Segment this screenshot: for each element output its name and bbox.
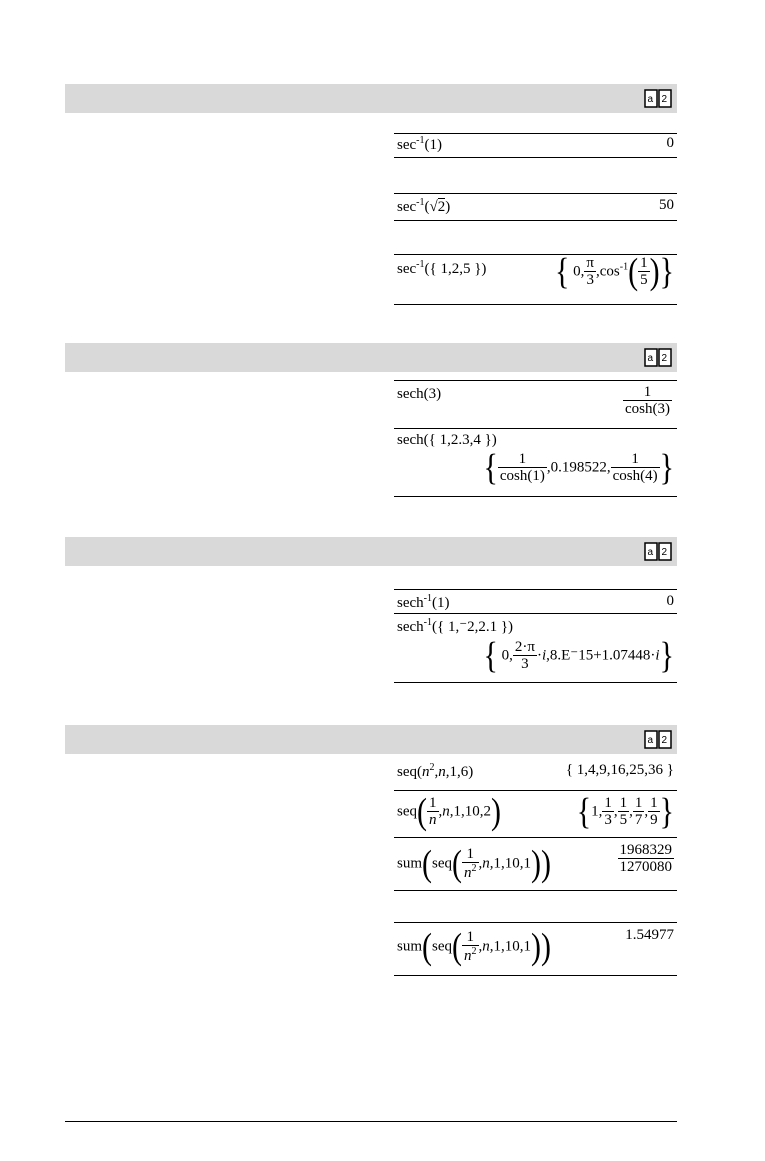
example-divider: [394, 589, 677, 590]
example-expression: sech({ 1,2.3,4 }): [397, 432, 497, 448]
example-divider: [394, 975, 677, 976]
example-expression: $\sec^{-1}(√2)$: [397, 197, 451, 215]
example-result: 0: [666, 593, 674, 609]
example-expression: sum(seq( $\frac{1}{n^2}$ ,n,1,10,1)): [397, 925, 552, 967]
svg-text:a: a: [647, 353, 654, 364]
example-divider: [394, 304, 677, 305]
example-expression: $seq(n^2,n,1,6)$: [397, 762, 474, 780]
example-expression: $\sec^{-1}(1)$: [397, 135, 442, 153]
example-result: 50: [659, 197, 674, 213]
example-result: {1, $\frac{1}{3}$ , $\frac{1}{5}$ , $\frac{1}{7}$ , $\frac{1}{9}$ }: [576, 790, 674, 832]
example-divider: [394, 613, 677, 614]
example-result: { $\frac{1}{\cosh(1)}$ ,0.198522, $\frac{1}{\cosh(4)}$ }: [483, 446, 674, 488]
example-result: 0: [666, 135, 674, 151]
svg-text:2: 2: [661, 547, 668, 558]
section-header-sech: [65, 343, 677, 372]
example-result: $\frac{1}{\cosh(3)}$: [625, 384, 670, 417]
catalog-book-icon: [644, 88, 672, 109]
example-divider: [394, 922, 677, 923]
svg-text:a: a: [647, 94, 654, 105]
example-divider: [394, 193, 677, 194]
section-header-sec-inverse: [65, 84, 677, 113]
example-result: { 0, $\frac{\pi}{3}$ $,\cos^{-1}$( $\frac{1}{5}$ )}: [555, 250, 674, 292]
example-result: { 0, $\frac{2\cdot\pi}{3}$ ·i,8.E⁻15+1.07448·i}: [483, 634, 674, 676]
example-expression: $\sec^{-1}$({ 1,2,5 }): [397, 259, 487, 277]
example-expression: seq( $\frac{1}{n}$ ,n,1,10,2): [397, 790, 501, 832]
svg-text:a: a: [647, 547, 654, 558]
section-header-sech-inverse: [65, 537, 677, 566]
catalog-book-icon: [644, 541, 672, 562]
svg-text:2: 2: [661, 353, 668, 364]
catalog-book-icon: [644, 347, 672, 368]
section-header-seq: [65, 725, 677, 754]
example-result: { 1,4,9,16,25,36 }: [565, 762, 674, 778]
example-divider: [394, 157, 677, 158]
svg-text:2: 2: [661, 735, 668, 746]
example-divider: [394, 837, 677, 838]
example-divider: [394, 682, 677, 683]
example-expression: sech$^{-1}$({ 1,⁻2,2.1 }): [397, 617, 514, 635]
example-divider: [394, 220, 677, 221]
example-divider: [394, 496, 677, 497]
example-divider: [394, 890, 677, 891]
example-result: $\frac{1968329}{1270080}$: [619, 842, 672, 875]
example-divider: [394, 133, 677, 134]
example-result: 1.54977: [625, 927, 674, 943]
example-expression: sech$^{-1}$(1): [397, 593, 450, 611]
example-expression: sum(seq( $\frac{1}{n^2}$ ,n,1,10,1)): [397, 842, 552, 884]
footer-rule: [65, 1121, 677, 1122]
example-divider: [394, 380, 677, 381]
svg-text:2: 2: [661, 94, 668, 105]
catalog-book-icon: [644, 729, 672, 750]
example-divider: [394, 790, 677, 791]
example-expression: sech(3): [397, 386, 442, 402]
example-divider: [394, 428, 677, 429]
svg-text:a: a: [647, 735, 654, 746]
